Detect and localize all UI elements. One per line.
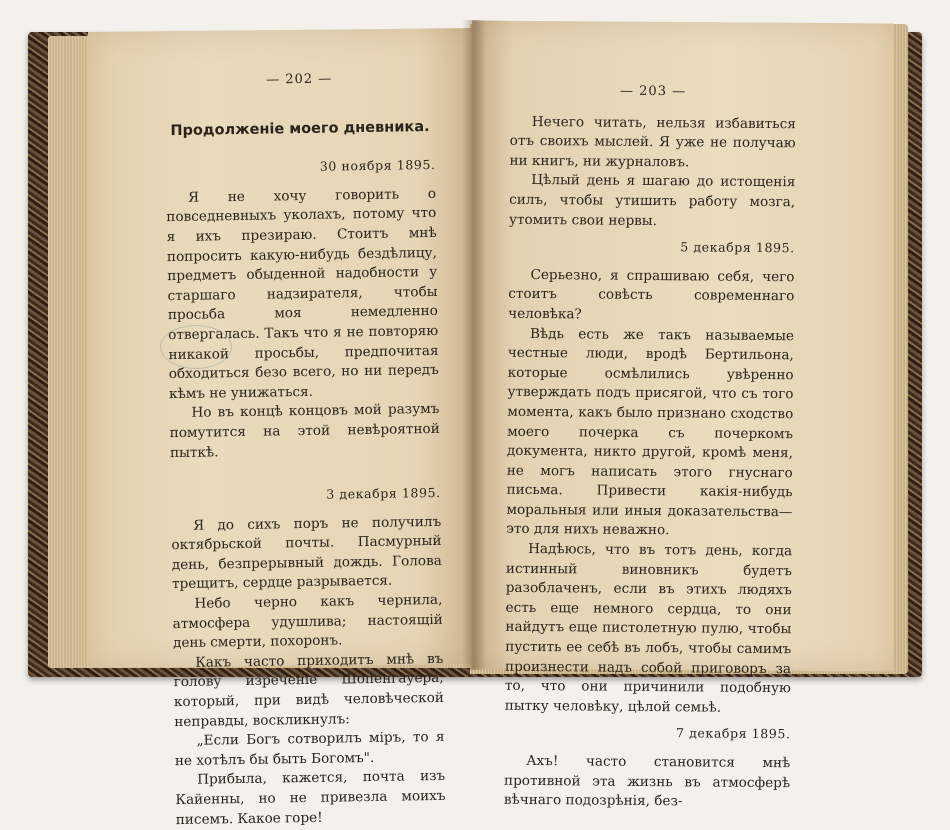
entry-date: 7 декабря 1895.	[675, 725, 791, 742]
paragraph: Небо черно какъ чернила, атмосфера удушлива; настоящій день смерти, похоронъ.	[172, 591, 443, 652]
left-page-text	[164, 68, 446, 830]
paragraph: Нечего читать, нельзя избавиться отъ своихъ мыслей. Я уже не получаю ни книгъ, ни журналовъ.	[509, 113, 796, 171]
entry-date: 30 ноября 1895.	[319, 157, 436, 174]
paragraph: Но въ концѣ концовъ мой разумъ помутится на этой невѣроятной пыткѣ.	[169, 401, 440, 461]
chapter-heading: Продолженіе моего дневника.	[170, 118, 430, 139]
paragraph: Вѣдь есть же такъ называемые честные люди, вродѣ Бертильона, которые осмѣлились увѣренно утверждать подъ присягой, что съ того момента, какъ было признано сходство моего почерка съ почеркомъ документа, никто другой, кромѣ меня, не могъ написать этого гнуснаго письма. Привести какія-нибудь моральныя или иныя доказательства—это для нихъ неважно.	[506, 325, 795, 539]
paragraph: Надѣюсь, что въ тотъ день, когда истинный виновникъ будетъ разоблаченъ, если въ этихъ людяхъ есть еще немного сердца, то они найдутъ еще пистолетную пулю, чтобы пустить ее себѣ въ лобъ, чтобы самимъ произнести надъ собой приговоръ за то, что они причинили подобную пытку человѣку, цѣлой семьѣ.	[504, 541, 793, 716]
paragraph: Серьезно, я спрашиваю себя, чего стоитъ совѣсть современнаго человѣка?	[508, 266, 795, 323]
paragraph: Я не хочу говорить о повседневныхъ уколахъ, потому что я ихъ презираю. Стоитъ мнѣ попросить какую-нибудь бездѣлицу, предметъ обыденной надобности у старшаго надзирателя, чтобы просьба моя немедленно отвергалась. Такъ что я не повторяю никакой просьбы, предпочитая обходиться безо всего, но ни передъ кѣмъ не унижаться.	[166, 185, 439, 402]
entry-date: 5 декабря 1895.	[680, 239, 795, 256]
page-number: — 203 —	[619, 83, 687, 100]
paragraph: Я до сихъ поръ не получилъ октябрьской почты. Пасмурный день, безпрерывный дождь. Голова трещитъ, сердце разрывается.	[171, 513, 442, 593]
paragraph: Прибыла, кажется, почта изъ Кайенны, но не привезла моихъ писемъ. Какое горе!	[175, 768, 446, 828]
entry-date: 3 декабря 1895.	[326, 484, 441, 502]
page-number: — 202 —	[266, 71, 333, 88]
paragraph: Ахъ! часто становится мнѣ противной эта жизнь въ атмосферѣ вѣчнаго подозрѣнія, без-	[503, 752, 791, 810]
paragraph: „Если Богъ сотворилъ міръ, то я не хотѣлъ бы быть Богомъ".	[174, 729, 445, 769]
paragraph: Какъ часто приходитъ мнѣ въ голову изреченіе Шопенгауера, который, при видѣ человѣческой неправды, воскликнулъ:	[173, 650, 445, 730]
book-gutter	[462, 20, 486, 670]
paragraph: Цѣлый день я шагаю до истощенія силъ, чтобы утишить работу мозга, утомить свои нервы.	[508, 172, 796, 229]
right-page-text	[504, 81, 796, 813]
